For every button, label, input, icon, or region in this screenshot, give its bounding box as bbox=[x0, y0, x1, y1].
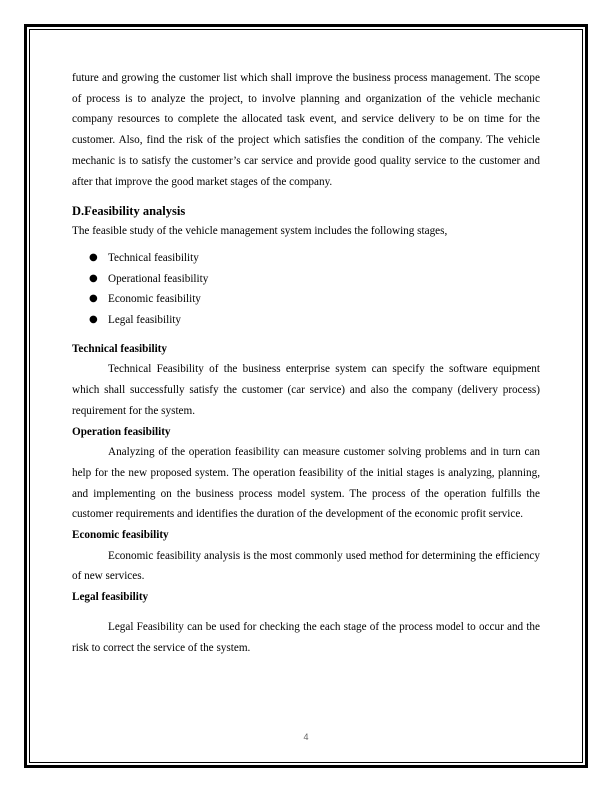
bullet-icon: ● bbox=[89, 251, 98, 263]
economic-heading: Economic feasibility bbox=[72, 529, 169, 542]
section-intro: The feasible study of the vehicle management system includes the following stages, bbox=[72, 225, 448, 238]
list-item-label: Technical feasibility bbox=[108, 251, 199, 264]
list-item-label: Economic feasibility bbox=[108, 293, 201, 306]
legal-heading: Legal feasibility bbox=[72, 591, 149, 604]
technical-body: Technical Feasibility of the business enterprise system can specify the software equipment which shall successfully satisfy the customer (car service) and also the company (delivery process) requirement for the system. bbox=[72, 363, 540, 417]
bullet-icon: ● bbox=[89, 293, 98, 305]
operation-body: Analyzing of the operation feasibility can measure customer solving problems and in turn can help for the new proposed system. The operation feasibility of the initial stages is analyzing, planning, and implementing on the business process model system. The process of the operation fulfills the customer requirements and identifies the duration of the development of the economic profit service. bbox=[72, 446, 540, 521]
list-item bbox=[89, 289, 540, 310]
list-item-label: Operational feasibility bbox=[108, 272, 209, 285]
spacer bbox=[72, 608, 540, 617]
intro-paragraph: future and growing the customer list which shall improve the business process management. The scope of process is to analyze the project, to involve planning and organization of the vehicle mechanic company resources to complete the allocated task event, and service delivery to be on time for the customer. Also, find the risk of the project which satisfies the condition of the company. The vehicle mechanic is to satisfy the customer’s car service and provide good quality service to the customer and after that improve the good market stages of the company. bbox=[72, 72, 540, 188]
page-content bbox=[72, 68, 540, 658]
list-item bbox=[89, 269, 540, 290]
list-item bbox=[89, 310, 540, 331]
list-item-label: Legal feasibility bbox=[108, 314, 182, 327]
feasibility-list bbox=[72, 248, 540, 331]
bullet-icon: ● bbox=[89, 314, 98, 326]
operation-heading: Operation feasibility bbox=[72, 425, 171, 438]
technical-heading: Technical feasibility bbox=[72, 342, 167, 355]
bullet-icon: ● bbox=[89, 272, 98, 284]
economic-body: Economic feasibility analysis is the most commonly used method for determining the efficiency of new services. bbox=[72, 549, 540, 583]
section-heading: D.Feasibility analysis bbox=[72, 204, 186, 219]
legal-body: Legal Feasibility can be used for checking the each stage of the process model to occur and the risk to correct the service of the system. bbox=[72, 620, 540, 654]
page-number: 4 bbox=[303, 732, 309, 742]
list-item bbox=[89, 248, 540, 269]
